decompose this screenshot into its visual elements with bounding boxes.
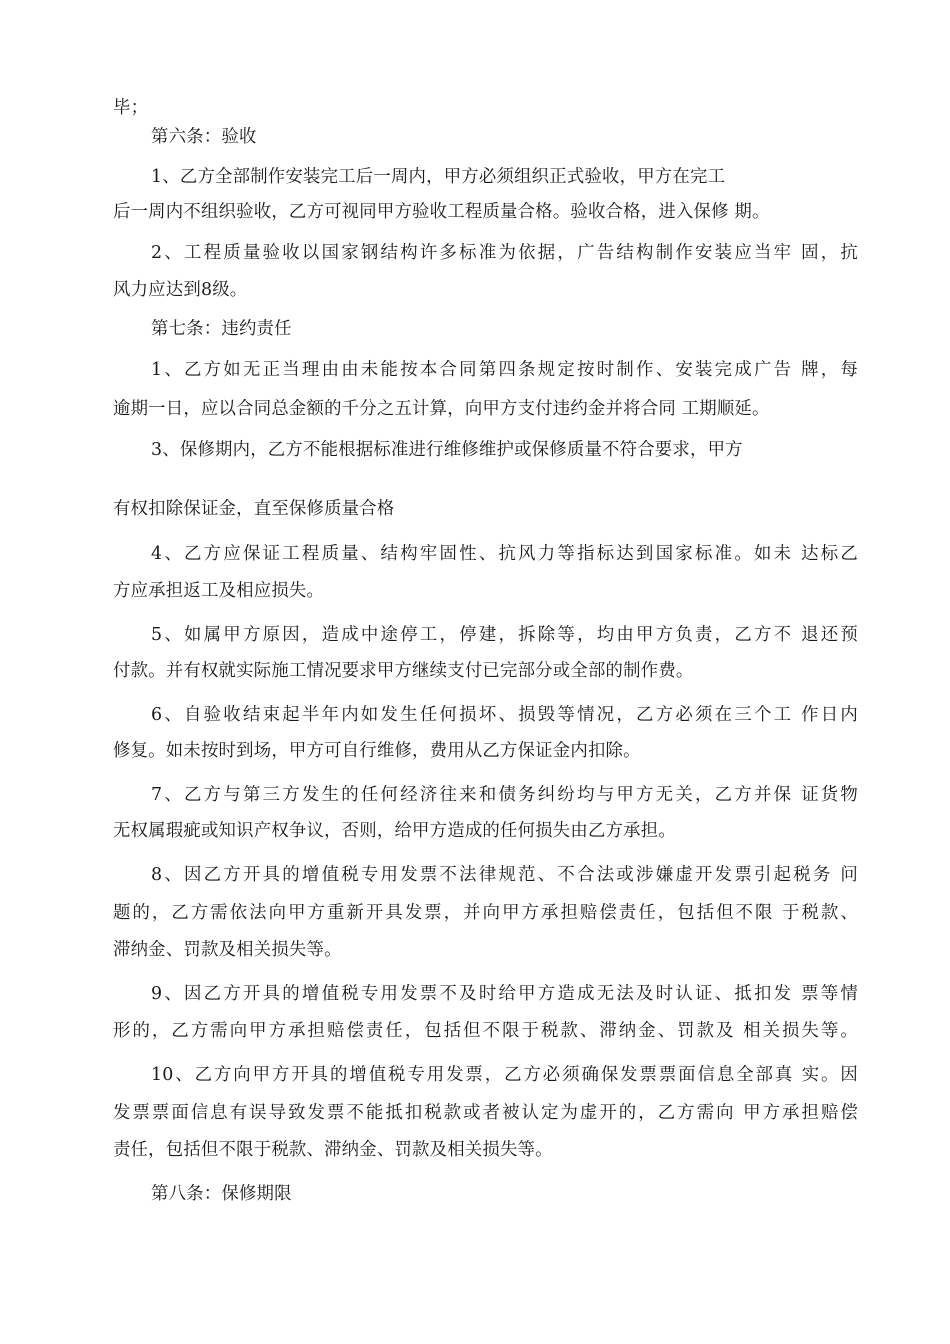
text-line: 无权属瑕疵或知识产权争议，否则，给甲方造成的任何损失由乙方承担。 <box>113 821 676 841</box>
text-line: 方应承担返工及相应损失。 <box>113 581 325 601</box>
text-line: 形的，乙方需向甲方承担赔偿责任，包括但不限于税款、滞纳金、罚款及 相关损失等。 <box>113 1021 858 1041</box>
section-heading: 第七条：违约责任 <box>151 319 292 339</box>
text-line: 有权扣除保证金，直至保修质量合格 <box>113 499 395 519</box>
text-line: 5、如属甲方原因，造成中途停工，停建，拆除等，均由甲方负责，乙方不 退还预 <box>151 625 858 645</box>
text-line: 1、乙方如无正当理由由未能按本合同第四条规定按时制作、安装完成广告 牌，每 <box>151 360 858 380</box>
section-heading: 第六条：验收 <box>151 127 257 147</box>
text-line: 8、因乙方开具的增值税专用发票不法律规范、不合法或涉嫌虚开发票引起税务 问 <box>151 865 858 885</box>
text-line: 题的，乙方需依法向甲方重新开具发票，并向甲方承担赔偿责任，包括但不限 于税款、 <box>113 903 858 923</box>
text-line: 滞纳金、罚款及相关损失等。 <box>113 940 342 960</box>
text-line: 付款。并有权就实际施工情况要求甲方继续支付已完部分或全部的制作费。 <box>113 661 694 681</box>
section-heading: 第八条：保修期限 <box>151 1184 292 1204</box>
text-line: 1、乙方全部制作安装完工后一周内，甲方必须组织正式验收，甲方在完工 <box>151 167 726 187</box>
text-line: 发票票面信息有误导致发票不能抵扣税款或者被认定为虚开的，乙方需向 甲方承担赔偿 <box>113 1103 858 1123</box>
text-line: 9、因乙方开具的增值税专用发票不及时给甲方造成无法及时认证、抵扣发 票等情 <box>151 984 858 1004</box>
text-line: 毕； <box>113 98 149 118</box>
text-line: 3、保修期内，乙方不能根据标准进行维修维护或保修质量不符合要求，甲方 <box>151 440 743 460</box>
text-line: 7、乙方与第三方发生的任何经济往来和债务纠纷均与甲方无关，乙方并保 证货物 <box>151 785 858 805</box>
text-line: 责任，包括但不限于税款、滞纳金、罚款及相关损失等。 <box>113 1140 553 1160</box>
text-line: 修复。如未按时到场，甲方可自行维修，费用从乙方保证金内扣除。 <box>113 741 641 761</box>
text-line: 后一周内不组织验收，乙方可视同甲方验收工程质量合格。验收合格，进入保修 期。 <box>113 202 770 222</box>
text-line: 2、工程质量验收以国家钢结构许多标准为依据，广告结构制作安装应当牢 固，抗 <box>151 243 858 263</box>
text-line: 10、乙方向甲方开具的增值税专用发票，乙方必须确保发票票面信息全部真 实。因 <box>151 1065 858 1085</box>
text-line: 4、乙方应保证工程质量、结构牢固性、抗风力等指标达到国家标准。如未 达标乙 <box>151 544 858 564</box>
text-line: 风力应达到8级。 <box>113 280 248 300</box>
text-line: 逾期一日，应以合同总金额的千分之五计算，向甲方支付违约金并将合同 工期顺延。 <box>113 399 770 419</box>
text-line: 6、自验收结束起半年内如发生任何损坏、损毁等情况，乙方必须在三个工 作日内 <box>151 705 858 725</box>
